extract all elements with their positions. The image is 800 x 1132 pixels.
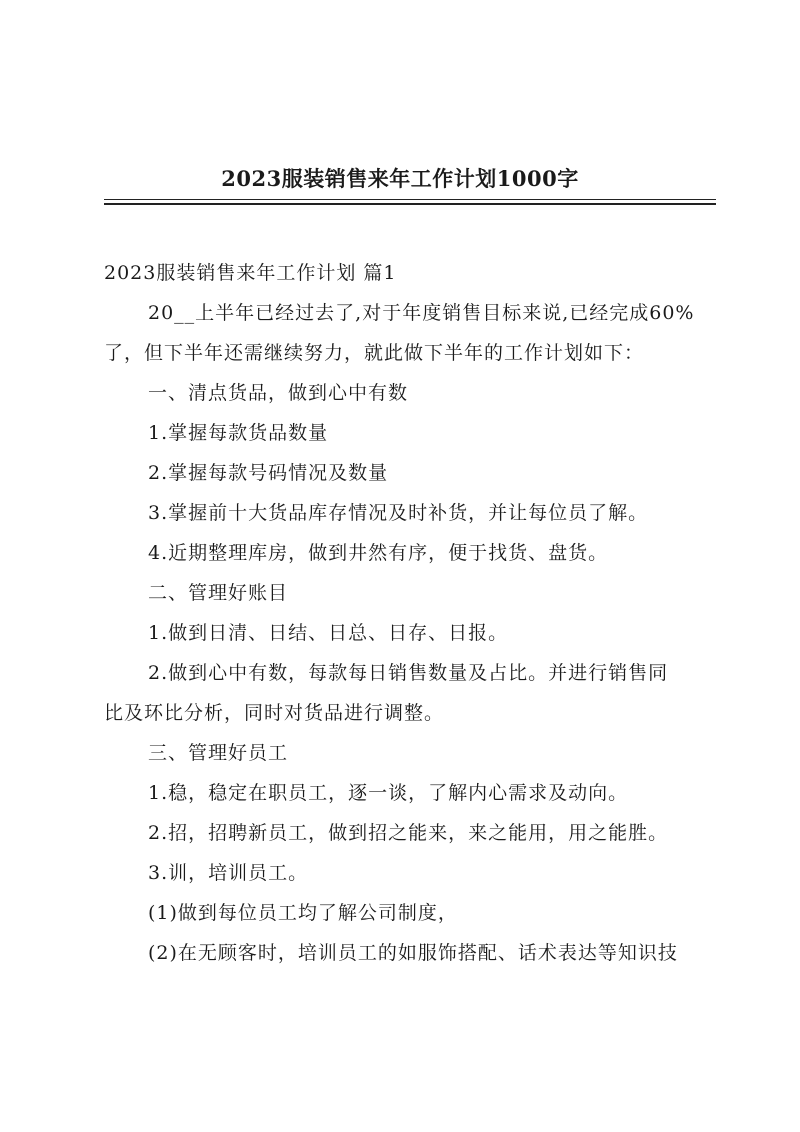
list-item: 2.招，招聘新员工，做到招之能来，来之能用，用之能胜。 [148, 822, 669, 844]
list-item: 4.近期整理库房，做到井然有序，便于找货、盘货。 [148, 542, 609, 564]
document-body [104, 253, 716, 973]
list-item: 1.稳，稳定在职员工，逐一谈，了解内心需求及动向。 [148, 782, 629, 804]
list-item: 3.掌握前十大货品库存情况及时补货，并让每位员了解。 [148, 502, 649, 524]
list-item: 3.训，培训员工。 [148, 862, 309, 884]
section-heading: 2023服装销售来年工作计划 篇1 [104, 262, 397, 284]
list-item: 1.做到日清、日结、日总、日存、日报。 [148, 622, 509, 644]
list-item: (2)在无顾客时，培训员工的如服饰搭配、话术表达等知识技 [148, 942, 678, 964]
subheading-accounts: 二、管理好账目 [148, 582, 289, 604]
list-item: 1.掌握每款货品数量 [148, 422, 329, 444]
title-underline-thin [104, 199, 716, 200]
subheading-staff: 三、管理好员工 [148, 742, 289, 764]
document-title: 2023服装销售来年工作计划1000字 [221, 166, 579, 191]
paragraph-line: 了，但下半年还需继续努力，就此做下半年的工作计划如下： [104, 342, 645, 364]
list-item: 2.做到心中有数，每款每日销售数量及占比。并进行销售同 [148, 662, 669, 684]
list-item-continuation: 比及环比分析，同时对货品进行调整。 [104, 702, 445, 724]
paragraph-line: 20__上半年已经过去了,对于年度销售目标来说,已经完成60% [148, 302, 695, 324]
list-item: 2.掌握每款号码情况及数量 [148, 462, 389, 484]
list-item: (1)做到每位员工均了解公司制度， [148, 902, 458, 924]
subheading-inventory: 一、清点货品，做到心中有数 [148, 382, 409, 404]
title-underline-thick [104, 203, 716, 205]
